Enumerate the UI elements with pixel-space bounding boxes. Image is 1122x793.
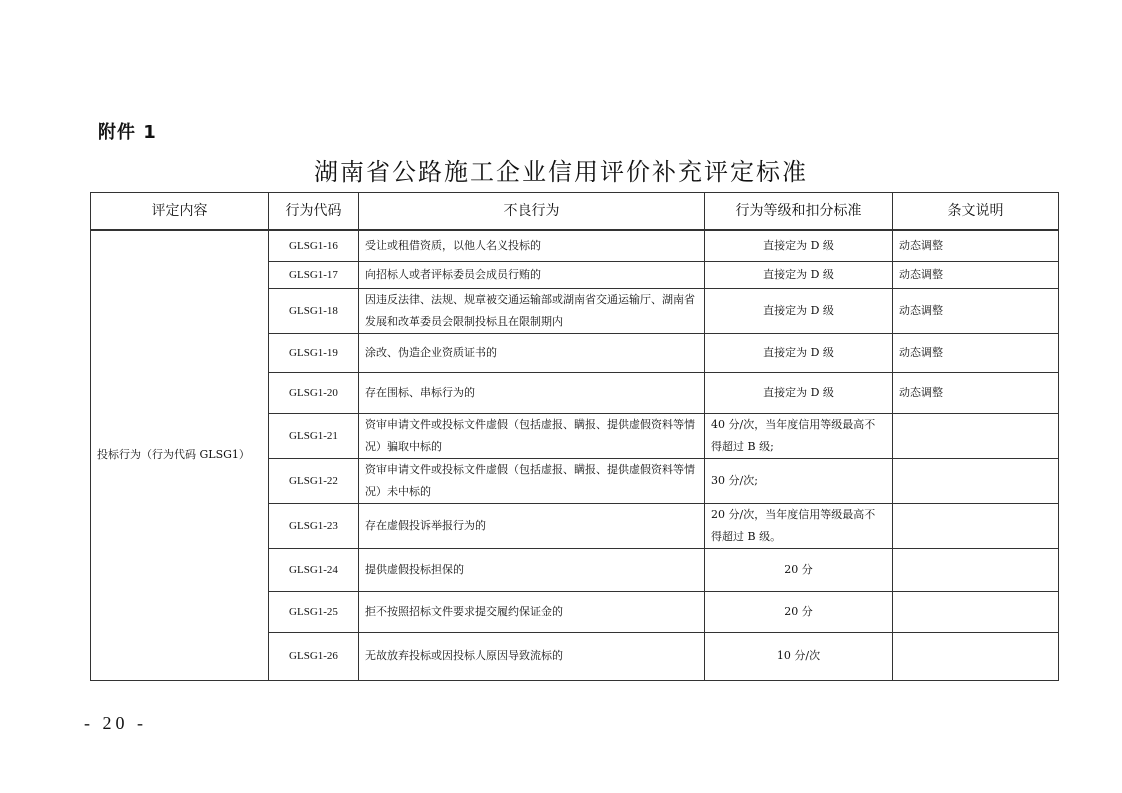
behavior-code: GLSG1-20 [269,372,359,413]
category-cell: 投标行为（行为代码 GLSG1） [91,230,269,680]
grade-text: 直接定为 D 级 [705,230,893,261]
behavior-text: 拒不按照招标文件要求提交履约保证金的 [359,591,705,632]
header-behavior-code: 行为代码 [269,193,359,231]
behavior-text: 资审申请文件或投标文件虚假（包括虚报、瞒报、提供虚假资料等情况）骗取中标的 [359,413,705,458]
header-bad-behavior: 不良行为 [359,193,705,231]
note-text [893,413,1059,458]
grade-text: 10 分/次 [705,632,893,680]
table-row [91,230,1059,261]
note-text: 动态调整 [893,261,1059,288]
behavior-code: GLSG1-23 [269,503,359,548]
note-text [893,503,1059,548]
note-text [893,591,1059,632]
grade-text: 直接定为 D 级 [705,288,893,333]
grade-text: 20 分 [705,591,893,632]
behavior-text: 向招标人或者评标委员会成员行贿的 [359,261,705,288]
grade-text: 直接定为 D 级 [705,333,893,372]
behavior-code: GLSG1-21 [269,413,359,458]
grade-text: 20 分 [705,548,893,591]
note-text: 动态调整 [893,288,1059,333]
behavior-code: GLSG1-25 [269,591,359,632]
note-text: 动态调整 [893,333,1059,372]
table-header-row [91,193,1059,231]
header-grade-deduction: 行为等级和扣分标准 [705,193,893,231]
note-text [893,548,1059,591]
behavior-text: 存在围标、串标行为的 [359,372,705,413]
behavior-text: 存在虚假投诉举报行为的 [359,503,705,548]
annex-label: 附件 1 [98,122,157,143]
behavior-text: 资审申请文件或投标文件虚假（包括虚报、瞒报、提供虚假资料等情况）未中标的 [359,458,705,503]
header-clause-note: 条文说明 [893,193,1059,231]
behavior-text: 受让或租借资质，以他人名义投标的 [359,230,705,261]
document-title: 湖南省公路施工企业信用评价补充评定标准 [314,158,808,186]
note-text [893,632,1059,680]
behavior-code: GLSG1-19 [269,333,359,372]
grade-text: 直接定为 D 级 [705,261,893,288]
note-text: 动态调整 [893,372,1059,413]
behavior-text: 提供虚假投标担保的 [359,548,705,591]
grade-text: 30 分/次; [705,458,893,503]
note-text: 动态调整 [893,230,1059,261]
behavior-code: GLSG1-26 [269,632,359,680]
standards-table [90,192,1059,681]
grade-text: 40 分/次，当年度信用等级最高不得超过 B 级; [705,413,893,458]
behavior-code: GLSG1-16 [269,230,359,261]
grade-text: 20 分/次，当年度信用等级最高不得超过 B 级。 [705,503,893,548]
behavior-text: 无故放弃投标或因投标人原因导致流标的 [359,632,705,680]
note-text [893,458,1059,503]
behavior-code: GLSG1-22 [269,458,359,503]
page-number: - 20 - [84,713,147,733]
grade-text: 直接定为 D 级 [705,372,893,413]
behavior-code: GLSG1-18 [269,288,359,333]
behavior-code: GLSG1-24 [269,548,359,591]
behavior-text: 涂改、伪造企业资质证书的 [359,333,705,372]
header-evaluation-content: 评定内容 [91,193,269,231]
behavior-text: 因违反法律、法规、规章被交通运输部或湖南省交通运输厅、湖南省发展和改革委员会限制投标且在限制期内 [359,288,705,333]
behavior-code: GLSG1-17 [269,261,359,288]
